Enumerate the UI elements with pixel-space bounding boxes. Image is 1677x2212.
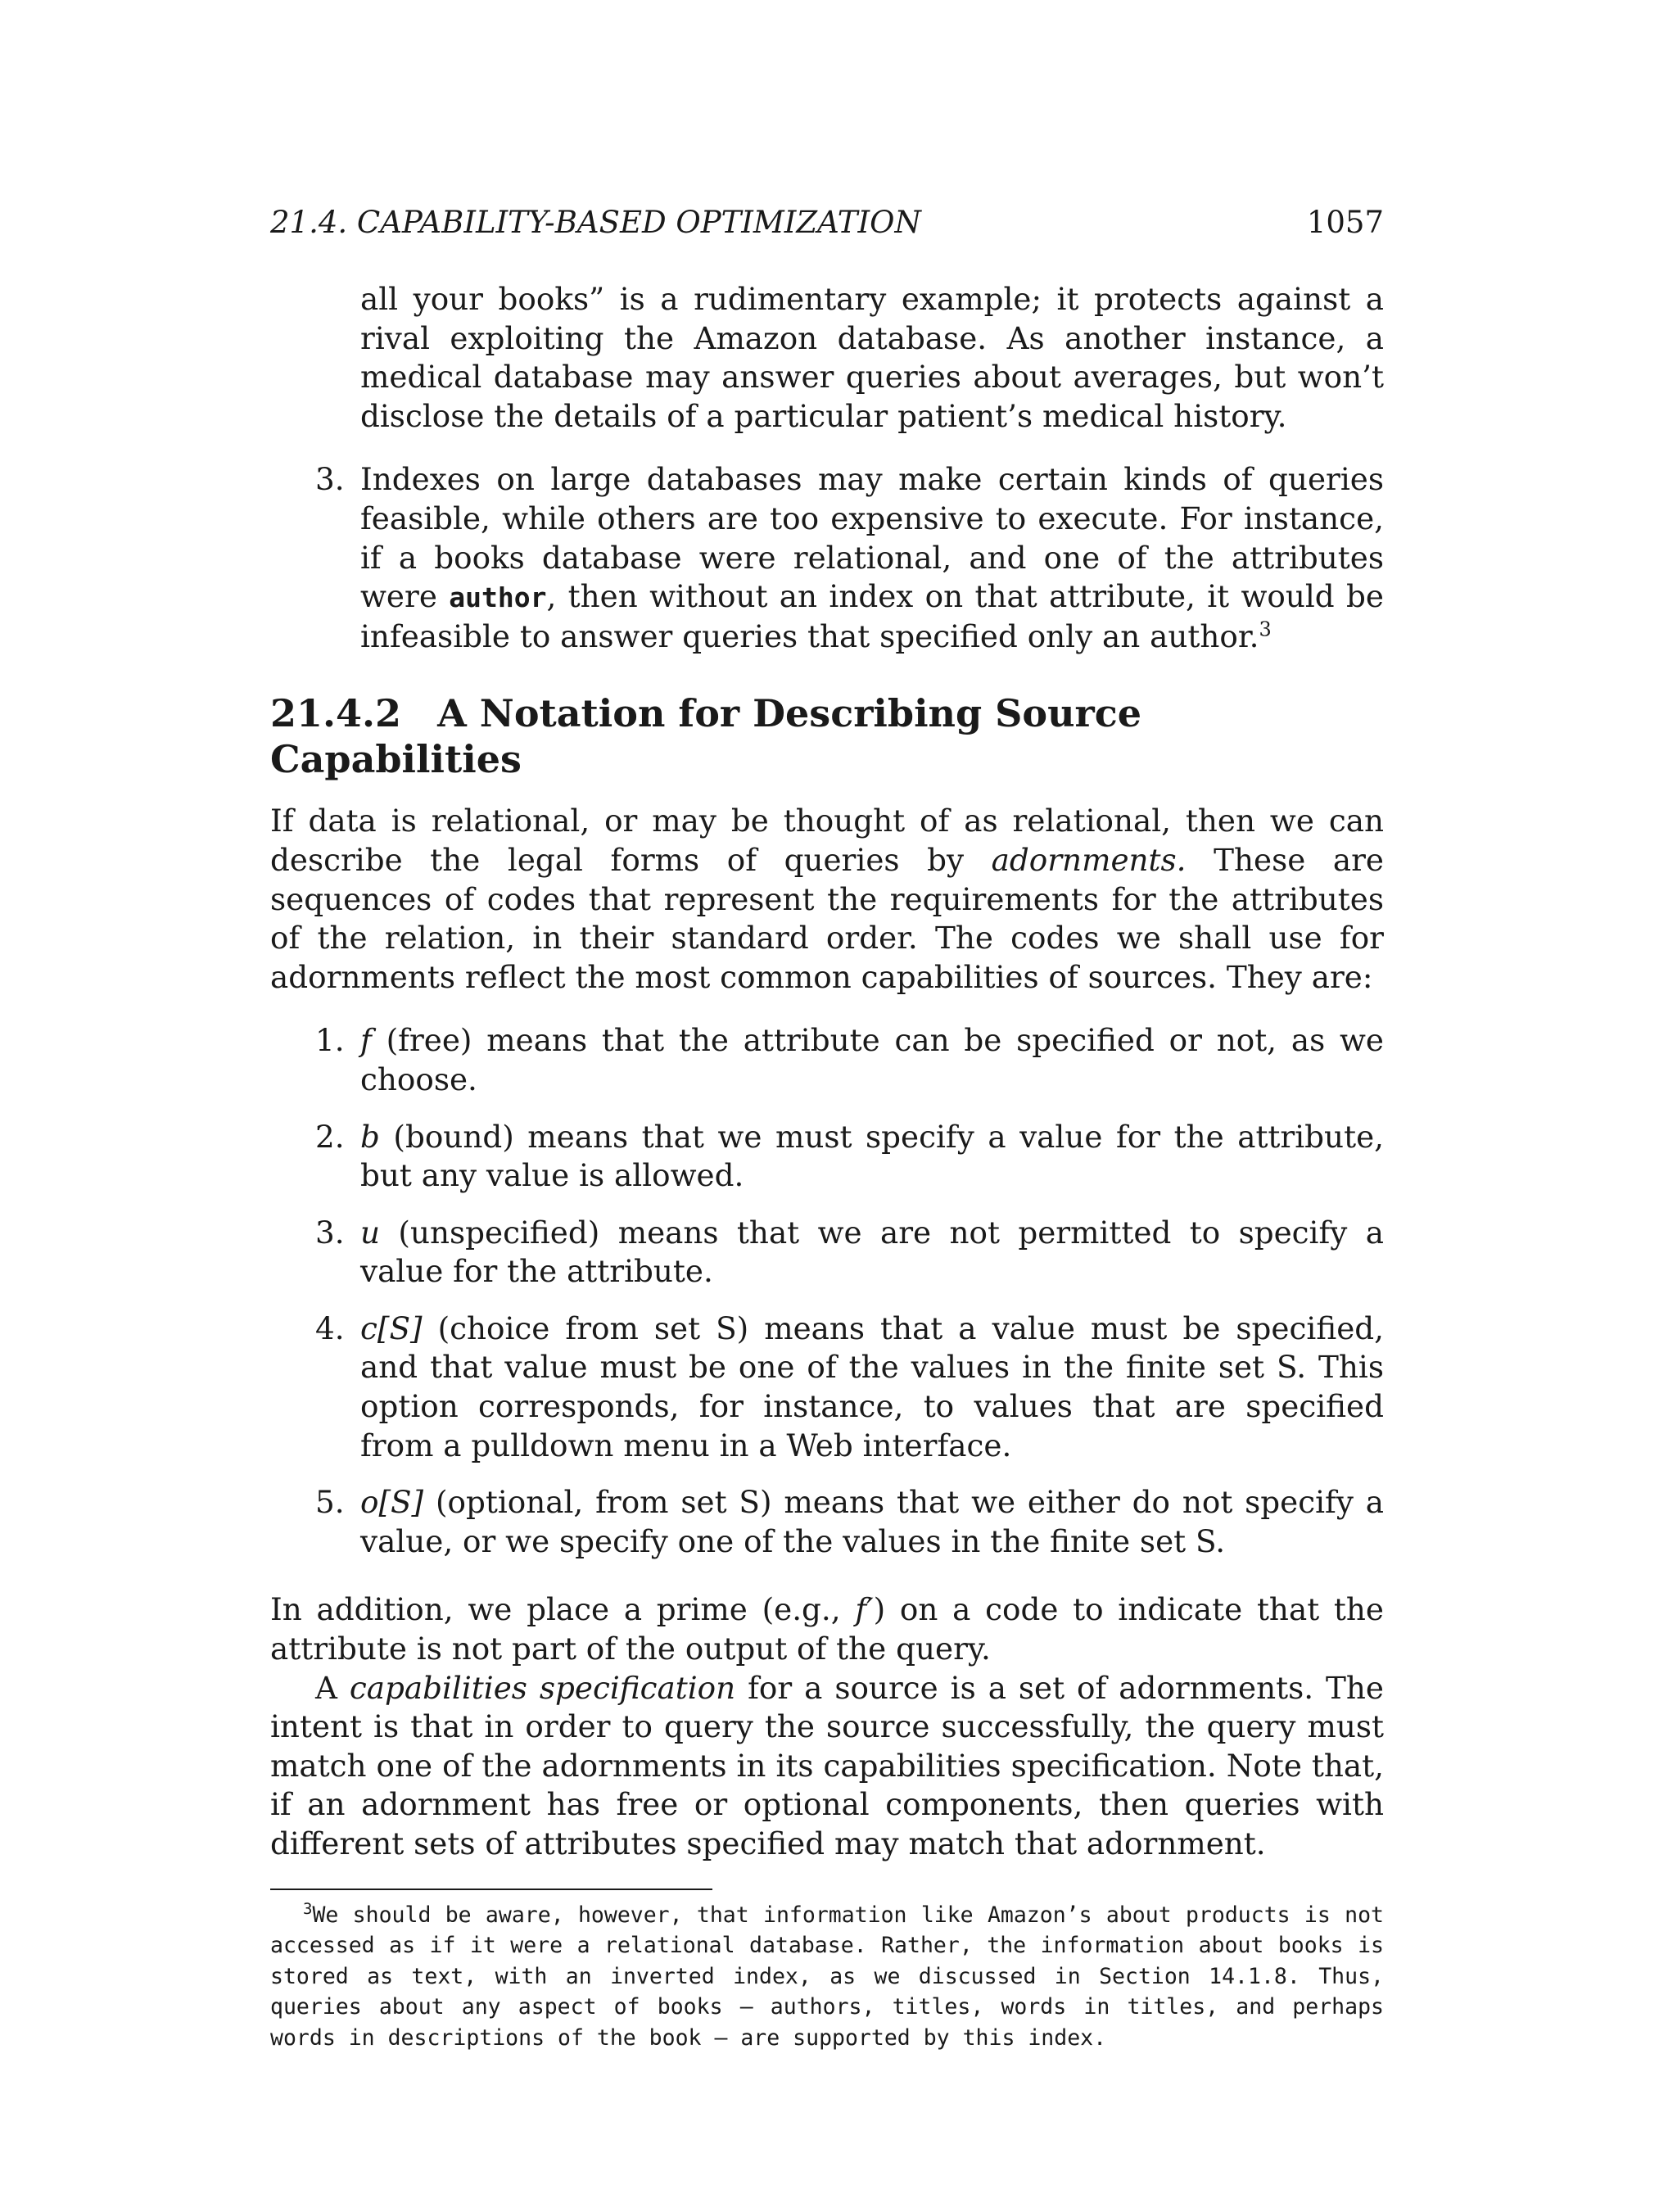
term-adornments: adornments. [991, 841, 1187, 878]
list-item-text: Indexes on large databases may make certain kinds of queries feasible, while others are too expensive to execute. For instance, if a books database were relational, and one of the attributes were [360, 461, 1384, 615]
code-item [315, 1310, 1384, 1465]
code-item-body [360, 1021, 1384, 1099]
continued-paragraph: all your books” is a rudimentary example; it protects against a rival exploiting the Amazon database. As another instance, a medical database may answer queries about averages, but won’t disclose the details of a particular patient’s medical history. [360, 281, 1384, 434]
running-title: 21.4. CAPABILITY-BASED OPTIMIZATION [270, 205, 921, 240]
footnote-mark: 3 [303, 1899, 313, 1918]
code-description: (bound) means that we must specify a value for the attribute, but any value is allowed. [360, 1118, 1384, 1194]
code-description: (optional, from set S) means that we either do not specify a value, or we specify one of the values in the finite set S. [360, 1484, 1384, 1559]
code-item-body [360, 1118, 1384, 1196]
paragraph-text: for a source is a set of adornments. The intent is that in order to query the source successfully, the query must match one of the adornments in its capabilities specification. Note that, if an adornment has free or optional components, then queries with different sets of attributes specified may match that adornment. [270, 1669, 1384, 1861]
page [270, 205, 1384, 2053]
code-item [315, 1118, 1384, 1196]
code-symbol: u [360, 1214, 381, 1251]
footnote [270, 1900, 1384, 2054]
prime-paragraph [270, 1590, 1384, 1668]
code-author: author [449, 581, 547, 614]
code-item [315, 1021, 1384, 1099]
codes-list [315, 1021, 1384, 1561]
intro-text: If data is relational, or may be thought of as relational, then we can describe the legal forms of queries by [270, 803, 1384, 878]
term-capabilities-specification: capabilities specification [349, 1669, 736, 1706]
code-description: (free) means that the attribute can be specified or not, as we choose. [360, 1022, 1384, 1097]
list-number: 4. [315, 1310, 345, 1346]
code-item [315, 1214, 1384, 1291]
paragraph-text: A [315, 1669, 350, 1706]
page-number: 1057 [1306, 205, 1384, 240]
footnote-text: We should be aware, however, that information like Amazon’s about products is not accessed as if it were a relational database. Rather, the information about books is stored as text, with an inverted index, as we discussed in Section 14.1.8. Thus, queries about any aspect of books — authors, titles, words in titles, and perhaps words in descriptions of the book — are supported by this index. [270, 1902, 1384, 2051]
code-item-body [360, 1483, 1384, 1561]
code-symbol: f [360, 1022, 372, 1059]
code-symbol: c[S] [360, 1310, 423, 1346]
list-number: 3. [315, 1214, 345, 1251]
code-symbol: o[S] [360, 1484, 424, 1521]
list-item-3 [315, 460, 1384, 656]
list-number: 1. [315, 1022, 345, 1059]
running-head [270, 205, 1384, 241]
code-item [315, 1483, 1384, 1561]
list-number: 2. [315, 1118, 345, 1155]
list-number: 3. [315, 461, 345, 498]
footnote-rule [270, 1889, 712, 1890]
code-symbol: b [360, 1118, 380, 1155]
section-title: A Notation for Describing Source Capabilities [270, 691, 1142, 782]
list-item-body [360, 460, 1384, 656]
code-description: (choice from set S) means that a value must be specified, and that value must be one of the values in the finite set S. This option corresponds, for instance, to values that are specified from a pulldown menu in a Web interface. [360, 1310, 1384, 1463]
prime-symbol: f′ [855, 1591, 874, 1628]
section-number: 21.4.2 [270, 691, 402, 736]
footnote-ref: 3 [1259, 617, 1272, 641]
continued-list-item-text [360, 280, 1384, 436]
intro-paragraph [270, 802, 1384, 997]
section-heading [270, 690, 1384, 782]
list-number: 5. [315, 1484, 345, 1521]
capabilities-paragraph [270, 1669, 1384, 1864]
paragraph-text: In addition, we place a prime (e.g., [270, 1591, 856, 1628]
paragraph-text: ) on a code to indicate that the attribute is not part of the output of the query. [270, 1591, 1384, 1667]
code-description: (unspecified) means that we are not permitted to specify a value for the attribute. [360, 1214, 1384, 1290]
list-item-text: , then without an index on that attribute, it would be infeasible to answer queries that specified only an author. [360, 578, 1384, 654]
code-item-body [360, 1214, 1384, 1291]
intro-text: These are sequences of codes that represent the requirements for the attributes of the relation, in their standard order. The codes we shall use for adornments reflect the most common capabilities of sources. They are: [270, 841, 1385, 995]
code-item-body [360, 1310, 1384, 1465]
